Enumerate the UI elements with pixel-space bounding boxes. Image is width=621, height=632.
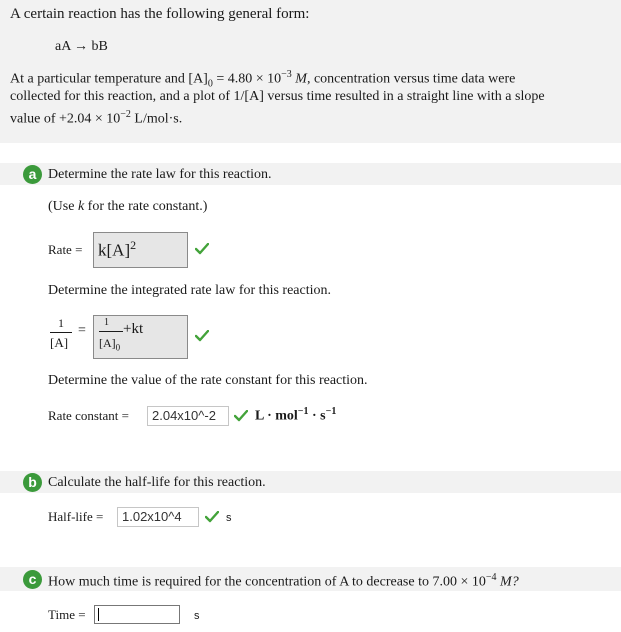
rate-law-answer: $k[A]^2$ (98, 238, 137, 260)
part-b-badge: b (23, 473, 42, 492)
lhs-numerator: 1 (58, 316, 64, 330)
rate-constant-input[interactable]: 2.04x10^-2 (147, 406, 229, 426)
time-unit: s (194, 610, 200, 622)
check-icon (195, 330, 209, 342)
rate-constant-units: $L \cdot mol^{-1} \cdot s^{-1}$ (255, 406, 337, 424)
part-c-question: How much time is required for the concentration of A to decrease to $7.00 \times 10^{-4}$ M? (48, 572, 519, 590)
half-life-input[interactable]: 1.02x10^4 (117, 507, 199, 527)
check-icon (195, 243, 209, 255)
text-cursor (98, 608, 99, 621)
part-b-question: Calculate the half-life for this reaction. (48, 475, 266, 490)
lhs-fraction-bar (50, 332, 72, 333)
equals-sign: = (78, 323, 86, 338)
part-a-hint: (Use k for the rate constant.) (48, 199, 208, 214)
time-label: Time = (48, 607, 86, 622)
rhs-fraction-bar (99, 331, 123, 332)
intro-paragraph-line-1: At a particular temperature and $[A]_0 = 4.80 \times 10^{-3}$ M, concentration versus time data were (10, 69, 516, 90)
part-c-badge: c (23, 570, 42, 589)
rhs-plus-kt: +kt (123, 321, 144, 337)
rate-label: Rate = (48, 242, 83, 257)
half-life-unit: s (226, 512, 232, 524)
part-a-badge: a (23, 165, 42, 184)
time-input[interactable] (94, 605, 180, 624)
rate-constant-label: Rate constant = (48, 408, 129, 423)
rate-constant-question: Determine the value of the rate constant for this reaction. (48, 373, 368, 388)
rhs-numerator: 1 (104, 317, 109, 328)
part-a-question: Determine the rate law for this reaction. (48, 167, 272, 182)
integrated-question: Determine the integrated rate law for this reaction. (48, 283, 331, 298)
intro-paragraph-line-3: value of $+2.04 \times 10^{-2}$ L/mol·s. (10, 109, 183, 127)
intro-line: A certain reaction has the following general form: (10, 6, 310, 22)
lhs-denominator: [A] (50, 335, 69, 350)
check-icon (234, 410, 248, 422)
intro-paragraph-line-2: collected for this reaction, and a plot of 1/[A] versus time resulted in a straight line with a slope (10, 89, 545, 104)
rhs-denominator: $[A]_0$ (99, 336, 121, 353)
half-life-label: Half-life = (48, 509, 104, 524)
reaction-equation: aA → bB (55, 39, 108, 54)
check-icon (205, 511, 219, 523)
